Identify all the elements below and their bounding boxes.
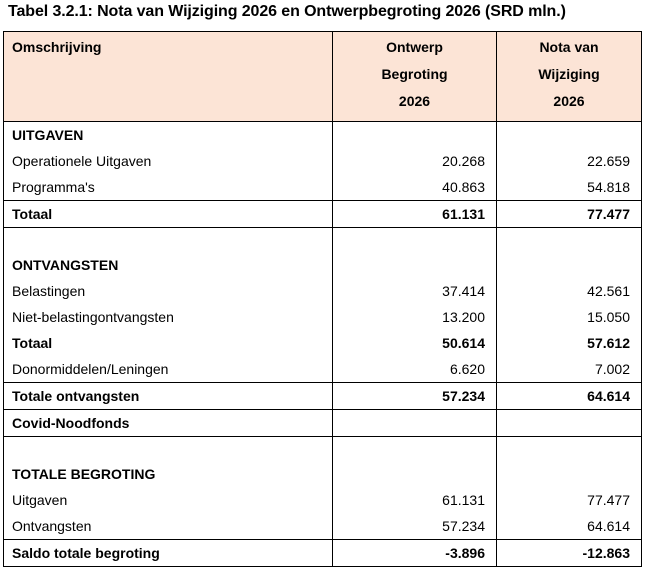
ontwerp-value: 61.131 (333, 201, 497, 228)
total-row-totale-ontvangsten (4, 383, 642, 410)
budget-table (3, 31, 642, 567)
total-row-ontvangsten (4, 330, 642, 356)
ontwerp-value: 6.620 (333, 356, 497, 383)
row-label: Uitgaven (4, 487, 333, 513)
empty-cell (333, 461, 497, 487)
ontwerp-value: 13.200 (333, 304, 497, 330)
section-heading: UITGAVEN (4, 122, 333, 149)
ontwerp-value: 50.614 (333, 330, 497, 356)
header-ontwerp-line2: Begroting (381, 66, 448, 82)
ontwerp-value: 61.131 (333, 487, 497, 513)
table-title: Tabel 3.2.1: Nota van Wijziging 2026 en Ontwerpbegroting 2026 (SRD mln.) (8, 3, 566, 20)
nota-value: 42.561 (497, 278, 642, 304)
nota-value: 64.614 (497, 383, 642, 410)
nota-value: 77.477 (497, 487, 642, 513)
header-omschrijving: Omschrijving (4, 32, 333, 122)
row-label: Saldo totale begroting (4, 540, 333, 567)
nota-value: 7.002 (497, 356, 642, 383)
row-label: Niet-belastingontvangsten (4, 304, 333, 330)
empty-cell (497, 461, 642, 487)
table-row (4, 487, 642, 513)
row-label: Belastingen (4, 278, 333, 304)
row-label: Covid-Noodfonds (4, 410, 333, 437)
section-heading: ONTVANGSTEN (4, 252, 333, 278)
empty-cell (4, 437, 333, 462)
row-label: Donormiddelen/Leningen (4, 356, 333, 383)
ontwerp-value: 37.414 (333, 278, 497, 304)
spacer-row (4, 437, 642, 462)
empty-cell (497, 228, 642, 253)
empty-cell (497, 122, 642, 149)
row-saldo-totale-begroting (4, 540, 642, 567)
empty-cell (497, 437, 642, 462)
header-ontwerp-begroting (333, 32, 497, 122)
section-row-uitgaven (4, 122, 642, 149)
table-row (4, 278, 642, 304)
table-header-row (4, 32, 642, 122)
table-row (4, 148, 642, 174)
header-nota-line1: Nota van (539, 39, 599, 55)
row-label: Totaal (4, 201, 333, 228)
header-nota-line2: Wijziging (538, 66, 600, 82)
empty-cell (4, 228, 333, 253)
ontwerp-value: 40.863 (333, 174, 497, 201)
row-label: Programma's (4, 174, 333, 201)
section-row-totale-begroting (4, 461, 642, 487)
table-row (4, 356, 642, 383)
empty-cell (333, 228, 497, 253)
ontwerp-value: 20.268 (333, 148, 497, 174)
row-covid-noodfonds (4, 410, 642, 437)
ontwerp-value (333, 410, 497, 437)
row-label: Operationele Uitgaven (4, 148, 333, 174)
table-row (4, 304, 642, 330)
empty-cell (497, 252, 642, 278)
nota-value (497, 410, 642, 437)
row-label: Ontvangsten (4, 513, 333, 540)
nota-value: 77.477 (497, 201, 642, 228)
total-row-uitgaven (4, 201, 642, 228)
header-nota-line3: 2026 (553, 93, 585, 109)
header-nota-van-wijziging (497, 32, 642, 122)
empty-cell (333, 252, 497, 278)
nota-value: -12.863 (497, 540, 642, 567)
section-row-ontvangsten (4, 252, 642, 278)
ontwerp-value: 57.234 (333, 513, 497, 540)
nota-value: 64.614 (497, 513, 642, 540)
nota-value: 22.659 (497, 148, 642, 174)
ontwerp-value: -3.896 (333, 540, 497, 567)
header-ontwerp-line3: 2026 (398, 93, 431, 109)
section-heading: TOTALE BEGROTING (4, 461, 333, 487)
row-label: Totaal (4, 330, 333, 356)
spacer-row (4, 228, 642, 253)
empty-cell (333, 437, 497, 462)
nota-value: 54.818 (497, 174, 642, 201)
table-row (4, 174, 642, 201)
ontwerp-value: 57.234 (333, 383, 497, 410)
nota-value: 57.612 (497, 330, 642, 356)
table-row (4, 513, 642, 540)
nota-value: 15.050 (497, 304, 642, 330)
empty-cell (333, 122, 497, 149)
header-ontwerp-line1: Ontwerp (386, 39, 443, 55)
row-label: Totale ontvangsten (4, 383, 333, 410)
